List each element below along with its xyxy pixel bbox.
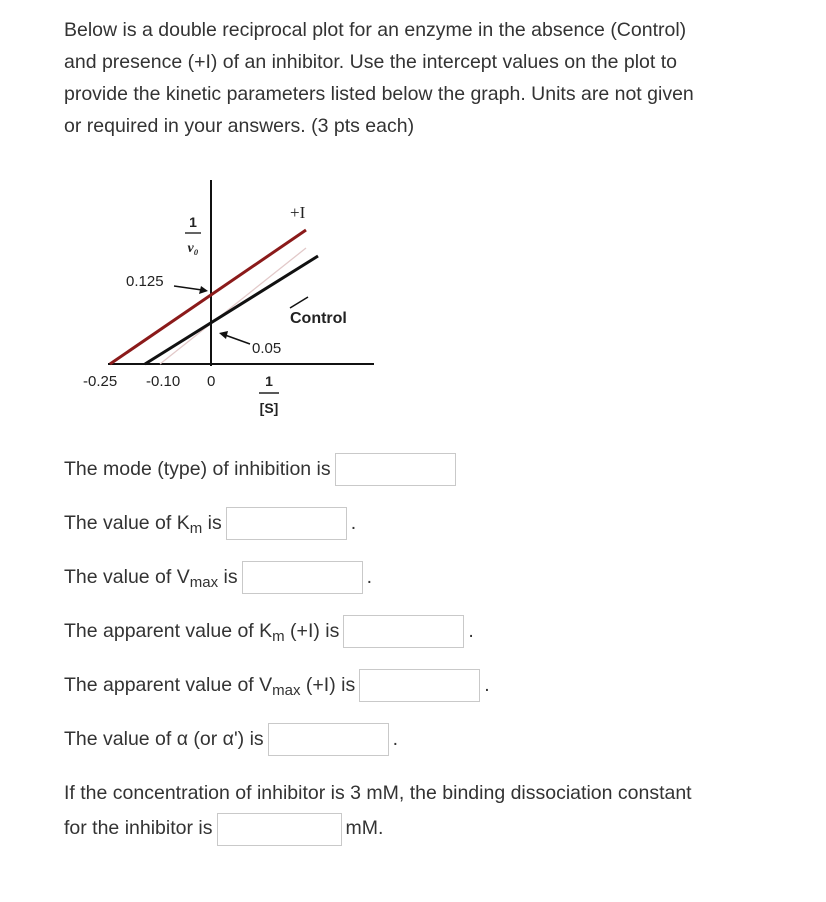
question-alpha	[64, 722, 398, 756]
question-km-label	[64, 506, 222, 540]
question-apparent-vmax-suffix: (+I) is	[300, 674, 356, 696]
slope-arrow	[225, 335, 250, 344]
inhibitor-label: +I	[290, 203, 306, 222]
y-intercept-arrowhead	[199, 286, 208, 294]
answer-inhibitor-kd-input[interactable]	[217, 813, 342, 846]
question-apparent-km-prefix: The apparent value of K	[64, 620, 273, 642]
y-axis-label-numerator: 1	[189, 214, 197, 230]
answer-alpha-input[interactable]	[268, 723, 389, 756]
question-vmax-suffix: is	[218, 566, 238, 588]
answer-vmax-input[interactable]	[242, 561, 363, 594]
question-apparent-km-label	[64, 614, 339, 648]
question-vmax	[64, 560, 372, 594]
x-tick-label: 0	[207, 373, 216, 390]
x-axis-label-denominator: [S]	[259, 400, 279, 416]
question-apparent-km-subscript: m	[272, 628, 285, 645]
period: .	[350, 512, 357, 534]
question-mode	[64, 452, 456, 486]
question-apparent-km-suffix: (+I) is	[284, 620, 340, 642]
period: .	[468, 620, 474, 642]
question-mode-label: The mode (type) of inhibition is	[64, 458, 331, 480]
question-apparent-km	[64, 614, 474, 648]
question-inhibitor-kd-label: If the concentration of inhibitor is 3 mM, the binding dissociation constant for the inhibitor is	[64, 782, 692, 839]
question-km	[64, 506, 356, 540]
unit-label: mM.	[345, 817, 384, 839]
question-apparent-vmax	[64, 668, 490, 702]
double-reciprocal-plot	[70, 180, 390, 430]
question-vmax-subscript: max	[189, 574, 219, 591]
slope-arrowhead	[219, 331, 228, 339]
y-intercept-arrow	[174, 286, 202, 290]
question-km-prefix: The value of K	[64, 512, 190, 534]
guide-line	[160, 248, 306, 364]
period: .	[392, 728, 399, 750]
question-apparent-vmax-prefix: The apparent value of V	[64, 674, 273, 696]
instructions-text: Below is a double reciprocal plot for an enzyme in the absence (Control) and presence (+I) of an inhibitor. Use the intercept values on the plot to provide the kinetic parameters listed below the graph. Units are not given or required in your answers. (3 pts each)	[64, 19, 694, 137]
x-tick-label: -0.25	[83, 373, 118, 390]
question-apparent-vmax-subscript: max	[272, 682, 301, 699]
y-axis-label-denominator: v₀	[187, 241, 199, 256]
question-alpha-label: The value of α (or α') is	[64, 728, 264, 750]
period: .	[366, 566, 373, 588]
x-axis-label-numerator: 1	[265, 373, 273, 389]
answer-apparent-vmax-input[interactable]	[359, 669, 480, 702]
answer-km-input[interactable]	[226, 507, 347, 540]
question-km-suffix: is	[202, 512, 222, 534]
question-vmax-prefix: The value of V	[64, 566, 190, 588]
question-vmax-label	[64, 560, 238, 594]
answer-mode-input[interactable]	[335, 453, 456, 486]
question-inhibitor-kd	[64, 776, 704, 846]
question-km-subscript: m	[189, 520, 203, 537]
y-intercept-label: 0.125	[126, 273, 164, 290]
slope-label: 0.05	[252, 340, 282, 357]
control-label: Control	[290, 310, 347, 327]
question-apparent-vmax-label	[64, 668, 355, 702]
control-arrow	[290, 297, 308, 308]
x-tick-label: -0.10	[146, 373, 181, 390]
answer-apparent-km-input[interactable]	[343, 615, 464, 648]
period: .	[484, 674, 490, 696]
